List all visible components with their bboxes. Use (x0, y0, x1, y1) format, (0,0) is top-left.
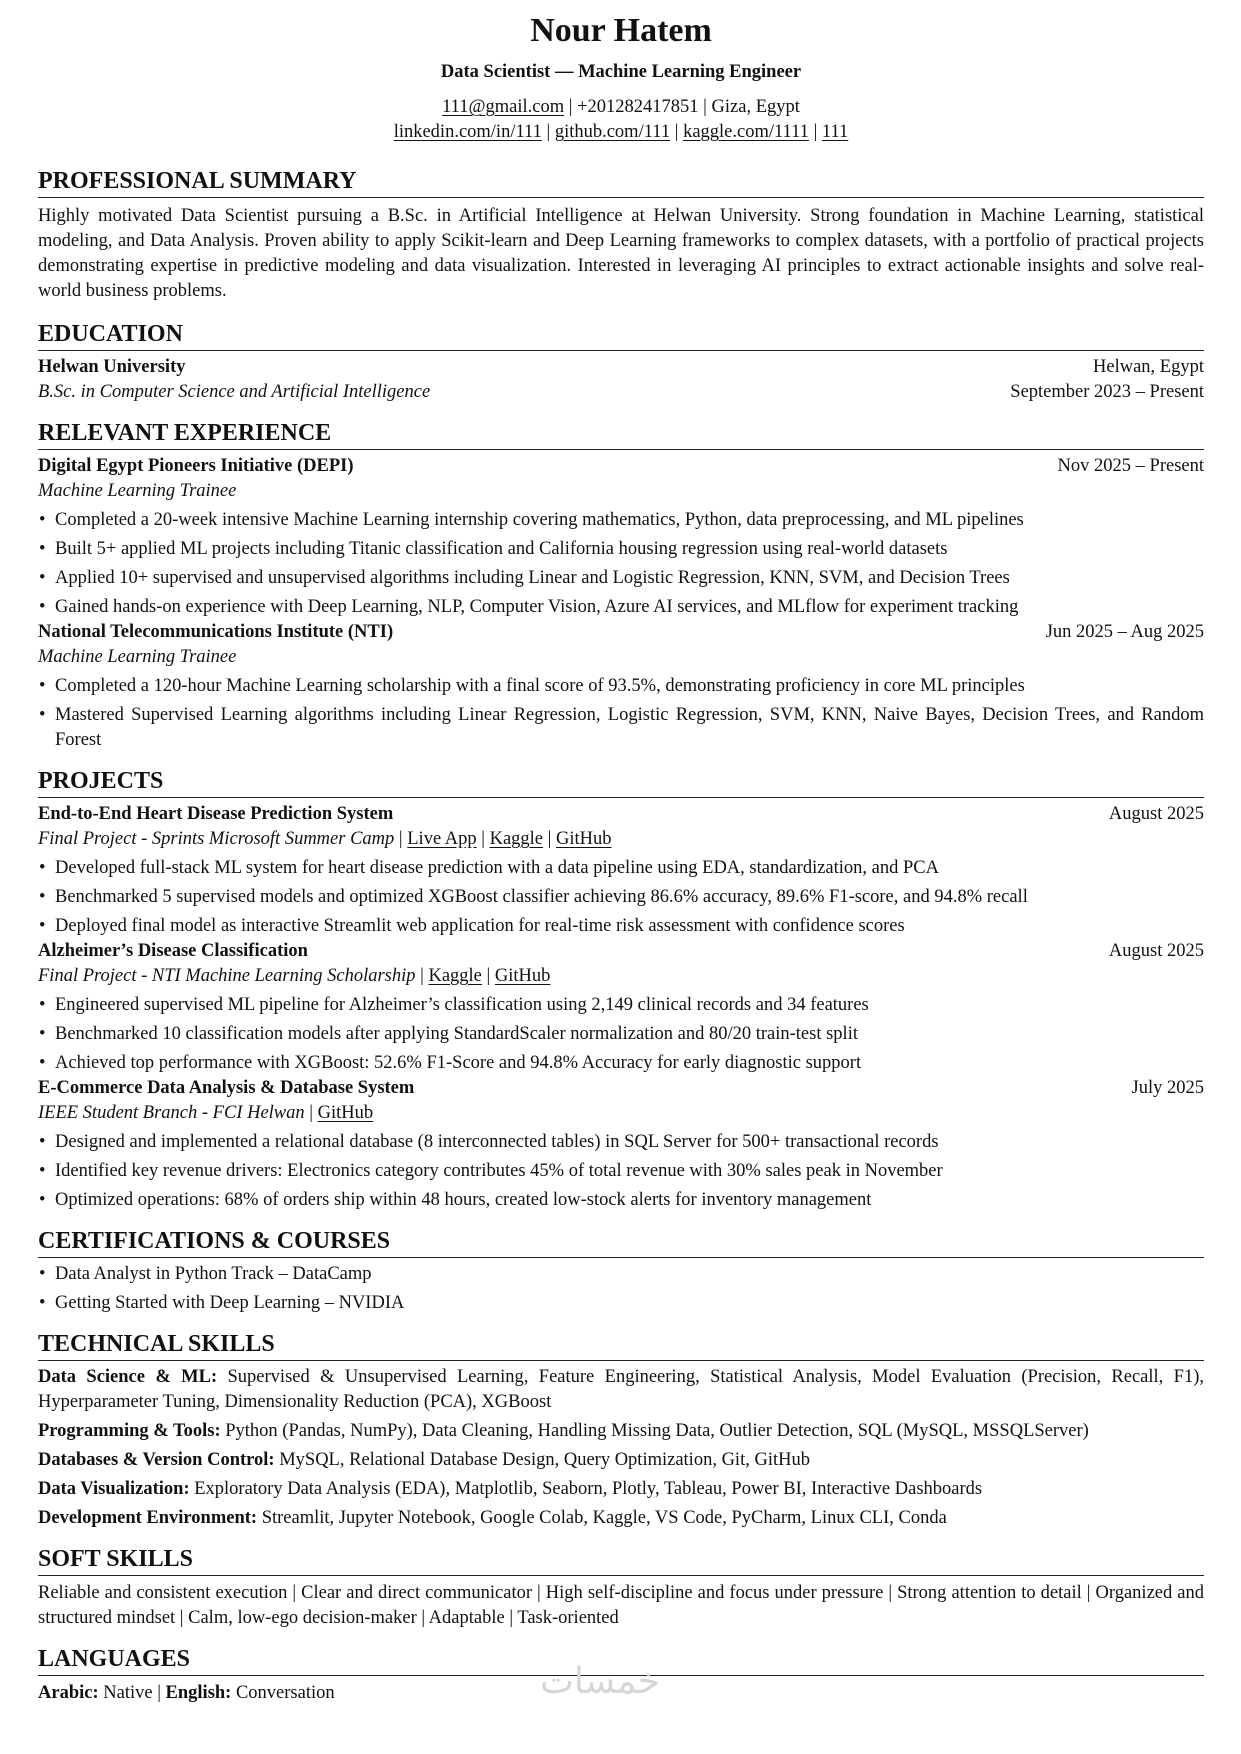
skill-label: Data Science & ML: (38, 1367, 218, 1387)
separator: | (541, 122, 555, 142)
job-entry (38, 620, 1204, 753)
watermark-logo: خمسات (540, 1661, 661, 1702)
job-org: National Telecommunications Institute (NTI) (38, 622, 394, 642)
skill-row (38, 1506, 1204, 1531)
bullet-item: • Achieved top performance with XGBoost: 52.6% F1-Score and 94.8% Accuracy for early diagnostic support (38, 1051, 1204, 1076)
portfolio-link[interactable]: 111 (821, 122, 849, 142)
skill-label: Data Visualization: (38, 1479, 190, 1499)
language-level: Native (103, 1683, 153, 1703)
candidate-name: Nour Hatem (530, 12, 712, 49)
project-context (38, 1101, 1204, 1126)
skill-value: Python (Pandas, NumPy), Data Cleaning, Handling Missing Data, Outlier Detection, SQL (MySQL, MSSQLServer) (225, 1421, 1089, 1441)
bullet-item: • Designed and implemented a relational database (8 interconnected tables) in SQL Server for 500+ transactional records (38, 1130, 1204, 1155)
certifications-section (38, 1227, 1204, 1316)
location: Giza, Egypt (711, 97, 800, 117)
projects-section (38, 767, 1204, 1213)
resume-page (38, 0, 1204, 1706)
experience-title: RELEVANT EXPERIENCE (38, 419, 1204, 450)
skill-row (38, 1365, 1204, 1415)
project-entry (38, 939, 1204, 1076)
language-level: Conversation (235, 1683, 335, 1703)
job-dates: Jun 2025 – Aug 2025 (1045, 622, 1204, 642)
education-row (38, 380, 1204, 405)
skill-row (38, 1448, 1204, 1473)
bullet-item: • Completed a 20-week intensive Machine Learning internship covering mathematics, Python, data preprocessing, and ML pipelines (38, 508, 1204, 533)
education-title: EDUCATION (38, 320, 1204, 351)
education-dates: September 2023 – Present (1010, 382, 1204, 402)
job-header (38, 454, 1204, 479)
separator: | (698, 97, 712, 117)
project-date: August 2025 (1108, 941, 1204, 961)
softskills-text: Reliable and consistent execution | Clear and direct communicator | High self-discipline and focus under pressure | Strong attention to detail | Organized and structured mindset | Calm, low-ego decision-maker | Adaptable | Task-oriented (38, 1583, 1204, 1628)
bullet-item: • Optimized operations: 68% of orders ship within 48 hours, created low-stock alerts for inventory management (38, 1188, 1204, 1213)
kaggle-link[interactable]: kaggle.com/1111 (683, 122, 809, 142)
project-bullets (38, 856, 1204, 939)
job-dates: Nov 2025 – Present (1057, 456, 1204, 476)
education-row (38, 355, 1204, 380)
project-bullets (38, 993, 1204, 1076)
separator: | (808, 122, 822, 142)
project-header (38, 1076, 1204, 1101)
education-section (38, 320, 1204, 405)
job-entry (38, 454, 1204, 620)
skill-label: Development Environment: (38, 1508, 258, 1528)
separator: | (476, 829, 490, 849)
project-context-text: Final Project - NTI Machine Learning Scholarship (38, 966, 416, 986)
separator: | (304, 1103, 318, 1123)
contact-line-2 (38, 120, 1204, 145)
kaggle-link[interactable]: Kaggle (489, 829, 544, 849)
github-link[interactable]: GitHub (317, 1103, 374, 1123)
separator: | (481, 966, 495, 986)
skill-label: Programming & Tools: (38, 1421, 221, 1441)
project-entry (38, 802, 1204, 939)
separator: | (543, 829, 556, 849)
linkedin-link[interactable]: linkedin.com/in/111 (393, 122, 542, 142)
bullet-item: • Engineered supervised ML pipeline for Alzheimer’s classification using 2,149 clinical records and 34 features (38, 993, 1204, 1018)
project-context-text: Final Project - Sprints Microsoft Summer Camp (38, 829, 395, 849)
separator: | (670, 122, 684, 142)
bullet-item: • Completed a 120-hour Machine Learning scholarship with a final score of 93.5%, demonstrating proficiency in core ML principles (38, 674, 1204, 699)
skill-value: Supervised & Unsupervised Learning, Feature Engineering, Statistical Analysis, Model Evaluation (Precision, Recall, F1), Hyperparameter Tuning, Dimensionality Reduction (PCA), XGBoost (38, 1367, 1204, 1412)
skill-label: Databases & Version Control: (38, 1450, 275, 1470)
experience-section (38, 419, 1204, 753)
separator: | (415, 966, 429, 986)
degree: B.Sc. in Computer Science and Artificial Intelligence (38, 382, 431, 402)
school-location: Helwan, Egypt (1093, 357, 1204, 377)
certifications-title: CERTIFICATIONS & COURSES (38, 1227, 1204, 1258)
job-role: Machine Learning Trainee (38, 481, 237, 501)
candidate-title: Data Scientist — Machine Learning Engineer (440, 62, 802, 82)
softskills-section (38, 1545, 1204, 1631)
job-org: Digital Egypt Pioneers Initiative (DEPI) (38, 456, 354, 476)
skill-value: MySQL, Relational Database Design, Query Optimization, Git, GitHub (279, 1450, 810, 1470)
school-name: Helwan University (38, 357, 186, 377)
project-entry (38, 1076, 1204, 1213)
bullet-item: • Identified key revenue drivers: Electronics category contributes 45% of total revenue with 30% sales peak in November (38, 1159, 1204, 1184)
kaggle-link[interactable]: Kaggle (428, 966, 482, 986)
contact-line-1 (38, 95, 1204, 120)
certification-item: • Data Analyst in Python Track – DataCamp (38, 1262, 1204, 1287)
summary-text: Highly motivated Data Scientist pursuing a B.Sc. in Artificial Intelligence at Helwan University. Strong foundation in Machine Learning, statistical modeling, and Data Analysis. Proven ability to apply Scikit-learn and Deep Learning frameworks to complex datasets, with a portfolio of practical projects demonstrating expertise in predictive modeling and data visualization. Interested in leveraging AI principles to extract actionable insights and solve real-world business problems. (38, 206, 1204, 301)
bullet-item: • Deployed final model as interactive Streamlit web application for real-time risk assessment with confidence scores (38, 914, 1204, 939)
project-context-text: IEEE Student Branch - FCI Helwan (38, 1103, 305, 1123)
certification-item: • Getting Started with Deep Learning – NVIDIA (38, 1291, 1204, 1316)
project-date: August 2025 (1108, 804, 1204, 824)
bullet-item: • Benchmarked 10 classification models after applying StandardScaler normalization and 80/20 train-test split (38, 1022, 1204, 1047)
email-link[interactable]: 111@gmail.com (442, 97, 565, 117)
bullet-item: • Benchmarked 5 supervised models and optimized XGBoost classifier achieving 86.6% accuracy, 89.6% F1-score, and 94.8% recall (38, 885, 1204, 910)
job-role: Machine Learning Trainee (38, 647, 237, 667)
live-app-link[interactable]: Live App (407, 829, 477, 849)
skill-value: Streamlit, Jupyter Notebook, Google Colab, Kaggle, VS Code, PyCharm, Linux CLI, Conda (261, 1508, 947, 1528)
project-name: Alzheimer’s Disease Classification (38, 941, 308, 961)
skill-row (38, 1477, 1204, 1502)
resume-header (38, 0, 1204, 145)
separator: | (564, 97, 578, 117)
summary-section (38, 167, 1204, 304)
projects-title: PROJECTS (38, 767, 1204, 798)
softskills-title: SOFT SKILLS (38, 1545, 1204, 1576)
bullet-item: • Mastered Supervised Learning algorithms including Linear Regression, Logistic Regression, SVM, KNN, Naive Bayes, Decision Trees, and Random Forest (38, 703, 1204, 753)
project-date: July 2025 (1131, 1078, 1204, 1098)
skills-section (38, 1330, 1204, 1531)
languages-title: LANGUAGES (38, 1645, 1204, 1676)
bullet-item: • Built 5+ applied ML projects including Titanic classification and California housing regression using real-world datasets (38, 537, 1204, 562)
certifications-list (38, 1262, 1204, 1316)
language-label: English: (165, 1683, 232, 1703)
skills-title: TECHNICAL SKILLS (38, 1330, 1204, 1361)
project-header (38, 802, 1204, 827)
project-name: E-Commerce Data Analysis & Database System (38, 1078, 415, 1098)
project-context (38, 827, 1204, 852)
language-label: Arabic: (38, 1683, 99, 1703)
separator: | (152, 1683, 166, 1703)
job-bullets (38, 674, 1204, 753)
project-header (38, 939, 1204, 964)
bullet-item: • Developed full-stack ML system for heart disease prediction with a data pipeline using EDA, standardization, and PCA (38, 856, 1204, 881)
github-link[interactable]: github.com/111 (554, 122, 671, 142)
summary-title: PROFESSIONAL SUMMARY (38, 167, 1204, 198)
github-link[interactable]: GitHub (556, 829, 612, 849)
skill-row (38, 1419, 1204, 1444)
job-bullets (38, 508, 1204, 620)
phone-number: +201282417851 (577, 97, 699, 117)
skill-value: Exploratory Data Analysis (EDA), Matplotlib, Seaborn, Plotly, Tableau, Power BI, Interactive Dashboards (194, 1479, 983, 1499)
bullet-item: • Applied 10+ supervised and unsupervised algorithms including Linear and Logistic Regression, KNN, SVM, and Decision Trees (38, 566, 1204, 591)
separator: | (394, 829, 408, 849)
bullet-item: • Gained hands-on experience with Deep Learning, NLP, Computer Vision, Azure AI services, and MLflow for experiment tracking (38, 595, 1204, 620)
project-bullets (38, 1130, 1204, 1213)
github-link[interactable]: GitHub (494, 966, 551, 986)
project-name: End-to-End Heart Disease Prediction System (38, 804, 394, 824)
project-context (38, 964, 1204, 989)
job-header (38, 620, 1204, 645)
